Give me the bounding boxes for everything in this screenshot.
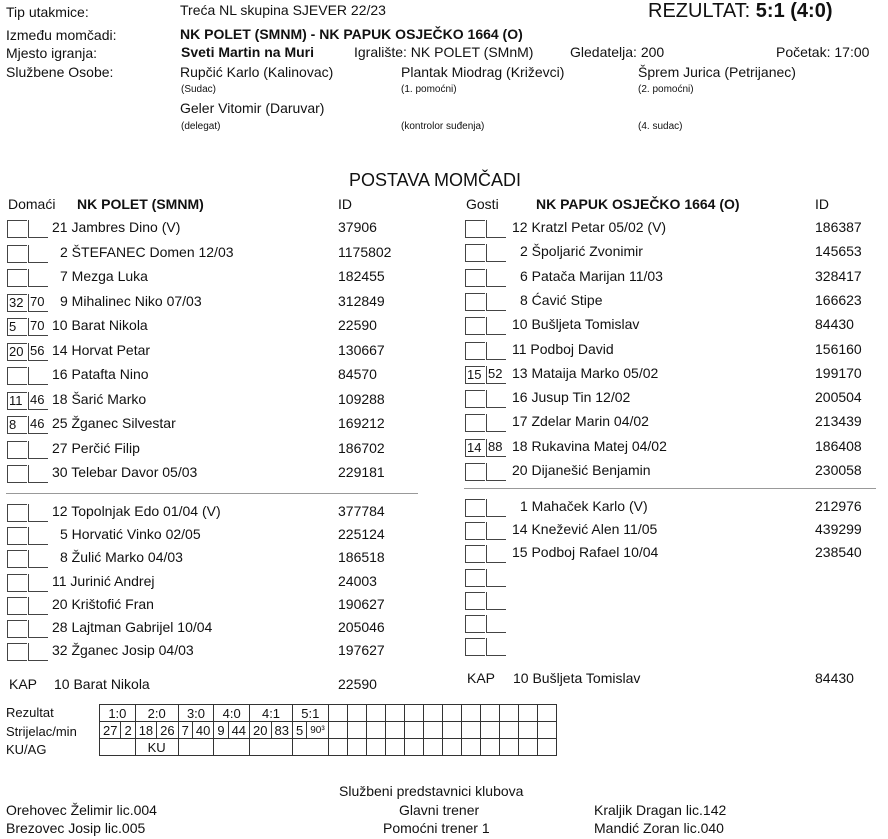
- sub-number-box: [28, 269, 48, 287]
- player-id: 186387: [815, 219, 862, 235]
- player-name: 18 Šarić Marko: [52, 390, 147, 407]
- away-divider: [464, 488, 876, 489]
- rep-right: Mandić Zoran lic.040: [594, 820, 724, 836]
- sub-minute-box: [465, 220, 485, 238]
- player-name: 6 Patača Marijan 11/03: [520, 267, 663, 284]
- sub-number-box: [486, 390, 506, 408]
- player-name: 20 Dijanešić Benjamin: [512, 462, 651, 478]
- player-id: 312849: [338, 292, 385, 309]
- empty-cell: [385, 739, 404, 756]
- empty-cell: [499, 705, 518, 722]
- sub-minute-box: 20: [7, 343, 27, 361]
- scoreboard-table: [99, 704, 557, 756]
- sub-number-box: 70: [28, 318, 48, 336]
- player-name: 8 Žulić Marko 04/03: [60, 549, 183, 566]
- player-id: 1175802: [338, 243, 392, 260]
- minute-cell: 2: [121, 722, 135, 739]
- sub-number-box: 56: [28, 343, 48, 361]
- empty-cell: [518, 739, 537, 756]
- empty-cell: [480, 705, 499, 722]
- player-name: 14 Knežević Alen 11/05: [512, 521, 658, 538]
- result-value: 5:1 (4:0): [755, 0, 833, 22]
- player-id: 145653: [815, 243, 862, 260]
- player-name: 20 Krištofić Fran: [52, 595, 154, 612]
- official-role: (2. pomoćni): [638, 84, 694, 95]
- sub-number-box: [28, 550, 48, 568]
- score-cell: 4:0: [214, 705, 250, 722]
- between-label: Između momčadi:: [6, 27, 117, 43]
- player-id: 439299: [815, 521, 862, 538]
- sub-number-box: [28, 527, 48, 545]
- sub-minute-box: [465, 244, 485, 262]
- player-id: 225124: [338, 526, 385, 543]
- sub-number-box: [486, 220, 506, 238]
- empty-cell: [328, 739, 347, 756]
- sub-number-box: 46: [28, 392, 48, 410]
- sub-minute-box: 32: [7, 294, 27, 312]
- player-name: 17 Zdelar Marin 04/02: [512, 413, 649, 430]
- sub-minute-box: [7, 220, 27, 238]
- rep-role: Pomoćni trener 1: [383, 820, 490, 836]
- player-id: 238540: [815, 544, 862, 561]
- sub-number-box: [28, 245, 48, 263]
- player-name: 10 Bušljeta Tomislav: [512, 316, 640, 333]
- away-captain: 10 Bušljeta Tomislav: [513, 670, 641, 686]
- player-id: 328417: [815, 267, 862, 284]
- player-name: 10 Barat Nikola: [52, 317, 148, 333]
- player-name: 16 Patafta Nino: [52, 366, 149, 382]
- empty-cell: [423, 722, 442, 739]
- official-name: Geler Vitomir (Daruvar): [180, 100, 325, 116]
- empty-cell: [328, 705, 347, 722]
- official-name: Rupčić Karlo (Kalinovac): [180, 64, 334, 80]
- player-id: 377784: [338, 503, 385, 519]
- away-id-header: ID: [815, 196, 829, 212]
- sub-minute-box: [465, 342, 485, 360]
- empty-cell: [385, 722, 404, 739]
- player-id: 199170: [815, 364, 862, 381]
- empty-cell: [404, 722, 423, 739]
- player-id: 24003: [338, 572, 377, 589]
- player-name: 11 Jurinić Andrej: [52, 572, 155, 589]
- sub-minute-box: [7, 643, 27, 661]
- sub-minute-box: [7, 504, 27, 522]
- sub-number-box: [486, 638, 506, 656]
- empty-cell: [480, 739, 499, 756]
- sub-number-box: [486, 615, 506, 633]
- sub-minute-box: [465, 414, 485, 432]
- away-label: Gosti: [466, 196, 499, 212]
- empty-cell: [461, 705, 480, 722]
- home-divider: [6, 493, 418, 494]
- empty-cell: [366, 722, 385, 739]
- sub-minute-box: [465, 293, 485, 311]
- empty-cell: [442, 705, 461, 722]
- player-id: 212976: [815, 498, 862, 514]
- match-type: Treća NL skupina SJEVER 22/23: [180, 2, 386, 18]
- scorer-cell: 18: [135, 722, 156, 739]
- score-cell: 4:1: [250, 705, 293, 722]
- minute-cell: 40: [192, 722, 213, 739]
- spectators: Gledatelja: 200: [570, 44, 665, 60]
- score-cell: 1:0: [100, 705, 136, 722]
- empty-cell: [366, 739, 385, 756]
- scorer-cell: 9: [214, 722, 228, 739]
- official-name: Plantak Miodrag (Križevci): [401, 64, 565, 80]
- venue: Sveti Martin na Muri: [181, 44, 315, 60]
- away-team-name: NK PAPUK OSJEČKO 1664 (O): [536, 196, 740, 212]
- official-role: (Sudac): [181, 84, 217, 95]
- sub-number-box: [486, 592, 506, 610]
- sub-minute-box: [7, 465, 27, 483]
- sub-minute-box: [465, 499, 485, 517]
- empty-cell: [442, 722, 461, 739]
- player-id: 182455: [338, 268, 385, 284]
- empty-cell: [328, 722, 347, 739]
- player-id: 230058: [815, 462, 862, 478]
- sub-minute-box: [7, 550, 27, 568]
- sub-number-box: [486, 317, 506, 335]
- player-id: 109288: [338, 390, 385, 407]
- empty-cell: [499, 739, 518, 756]
- player-name: 12 Topolnjak Edo 01/04 (V): [52, 503, 221, 519]
- empty-cell: [423, 739, 442, 756]
- player-id: 197627: [338, 642, 385, 659]
- sub-number-box: [486, 522, 506, 540]
- player-id: 166623: [815, 291, 862, 308]
- venue-label: Mjesto igranja:: [6, 45, 98, 61]
- official-name: Šprem Jurica (Petrijanec): [638, 64, 796, 80]
- sub-number-box: [486, 545, 506, 563]
- empty-cell: [423, 705, 442, 722]
- official-role: (delegat): [181, 121, 221, 132]
- sub-minute-box: [465, 317, 485, 335]
- player-id: 205046: [338, 619, 385, 635]
- sub-minute-box: [465, 615, 485, 633]
- scoreboard-label-scorer: Strijelac/min: [6, 724, 77, 739]
- sub-number-box: [28, 367, 48, 385]
- player-name: 9 Mihalinec Niko 07/03: [60, 292, 202, 309]
- player-name: 18 Rukavina Matej 04/02: [512, 437, 667, 454]
- sub-number-box: 88: [486, 439, 506, 457]
- home-captain-label: KAP: [9, 676, 38, 692]
- player-name: 2 Špoljarić Zvonimir: [520, 243, 643, 260]
- player-id: 186408: [815, 437, 862, 454]
- minute-cell: 90³: [307, 722, 328, 739]
- player-id: 84430: [815, 316, 854, 333]
- score-cell: 3:0: [178, 705, 214, 722]
- player-id: 156160: [815, 340, 862, 357]
- footer-title: Službeni predstavnici klubova: [339, 783, 524, 799]
- sub-number-box: [486, 342, 506, 360]
- sub-minute-box: 8: [7, 416, 27, 434]
- sub-minute-box: [7, 574, 27, 592]
- scoreboard-label-kuag: KU/AG: [6, 742, 47, 757]
- home-captain-id: 22590: [338, 676, 377, 692]
- sub-minute-box: [465, 522, 485, 540]
- sub-number-box: [486, 463, 506, 481]
- player-id: 186702: [338, 439, 385, 456]
- player-id: 84570: [338, 366, 377, 382]
- empty-cell: [404, 705, 423, 722]
- player-name: 14 Horvat Petar: [52, 341, 151, 358]
- player-name: 32 Žganec Josip 04/03: [52, 642, 194, 659]
- sub-minute-box: [465, 463, 485, 481]
- player-id: 229181: [338, 464, 385, 480]
- home-id-header: ID: [338, 196, 352, 212]
- rep-right: Kraljik Dragan lic.142: [594, 802, 727, 818]
- official-role: (1. pomoćni): [401, 84, 457, 95]
- score-cell: 2:0: [135, 705, 178, 722]
- player-name: 21 Jambres Dino (V): [52, 219, 181, 235]
- officials-label: Službene Osobe:: [6, 64, 114, 80]
- sub-number-box: [28, 597, 48, 615]
- empty-cell: [404, 739, 423, 756]
- result-block: [648, 0, 833, 23]
- kuag-cell: [292, 739, 328, 756]
- sub-number-box: [486, 569, 506, 587]
- empty-cell: [366, 705, 385, 722]
- minute-cell: 44: [228, 722, 249, 739]
- player-name: 12 Kratzl Petar 05/02 (V): [512, 219, 667, 235]
- empty-cell: [461, 722, 480, 739]
- official-role: (4. sudac): [638, 121, 683, 132]
- sub-minute-box: [7, 367, 27, 385]
- sub-minute-box: [465, 390, 485, 408]
- sub-minute-box: 15: [465, 366, 485, 384]
- sub-number-box: 46: [28, 416, 48, 434]
- empty-cell: [461, 739, 480, 756]
- empty-cell: [347, 722, 366, 739]
- kuag-cell: [250, 739, 293, 756]
- player-name: 15 Podboj Rafael 10/04: [512, 544, 659, 561]
- player-name: 7 Mezga Luka: [60, 268, 148, 284]
- sub-number-box: [28, 465, 48, 483]
- sub-number-box: [28, 220, 48, 238]
- empty-cell: [442, 739, 461, 756]
- player-id: 130667: [338, 341, 385, 358]
- official-role: (kontrolor suđenja): [401, 121, 485, 132]
- player-id: 22590: [338, 317, 377, 333]
- lineup-title: POSTAVA MOMČADI: [349, 170, 522, 190]
- sub-minute-box: [465, 592, 485, 610]
- player-name: 5 Horvatić Vinko 02/05: [60, 526, 201, 543]
- score-cell: 5:1: [292, 705, 328, 722]
- empty-cell: [518, 722, 537, 739]
- scoreboard-label-result: Rezultat: [6, 705, 54, 720]
- empty-cell: [347, 705, 366, 722]
- scorer-cell: 20: [250, 722, 271, 739]
- rep-left: Orehovec Želimir lic.004: [6, 802, 157, 818]
- sub-minute-box: [465, 638, 485, 656]
- empty-cell: [480, 722, 499, 739]
- sub-number-box: [28, 620, 48, 638]
- player-name: 2 ŠTEFANEC Domen 12/03: [60, 243, 234, 260]
- sub-minute-box: [7, 527, 27, 545]
- player-name: 8 Ćavić Stipe: [520, 291, 603, 308]
- player-id: 37906: [338, 219, 377, 235]
- player-name: 28 Lajtman Gabrijel 10/04: [52, 619, 213, 635]
- sub-number-box: [486, 414, 506, 432]
- kuag-cell: [100, 739, 136, 756]
- sub-number-box: [28, 574, 48, 592]
- player-name: 1 Mahaček Karlo (V): [520, 498, 648, 514]
- player-name: 16 Jusup Tin 12/02: [512, 389, 631, 406]
- sub-minute-box: 5: [7, 318, 27, 336]
- result-label: REZULTAT:: [648, 0, 751, 22]
- home-captain: 10 Barat Nikola: [54, 676, 150, 692]
- sub-minute-box: 11: [7, 392, 27, 410]
- player-name: 30 Telebar Davor 05/03: [52, 464, 198, 480]
- player-id: 186518: [338, 549, 385, 566]
- empty-cell: [537, 722, 556, 739]
- empty-cell: [385, 705, 404, 722]
- empty-cell: [537, 705, 556, 722]
- player-id: 213439: [815, 413, 862, 430]
- scorer-cell: 27: [100, 722, 121, 739]
- sub-minute-box: [465, 269, 485, 287]
- sub-number-box: [28, 441, 48, 459]
- empty-cell: [518, 705, 537, 722]
- sub-number-box: [486, 293, 506, 311]
- minute-cell: 83: [271, 722, 292, 739]
- ground: Igralište: NK POLET (SMnM): [354, 44, 534, 60]
- rep-role: Glavni trener: [399, 802, 480, 818]
- empty-cell: [499, 722, 518, 739]
- sub-number-box: [486, 499, 506, 517]
- player-name: 27 Perčić Filip: [52, 439, 140, 456]
- sub-number-box: 70: [28, 294, 48, 312]
- kuag-cell: [214, 739, 250, 756]
- between-teams: NK POLET (SMNM) - NK PAPUK OSJEČKO 1664 (O): [180, 26, 523, 42]
- away-captain-label: KAP: [467, 670, 496, 686]
- player-name: 13 Mataija Marko 05/02: [512, 364, 659, 381]
- empty-cell: [537, 739, 556, 756]
- home-team-name: NK POLET (SMNM): [77, 196, 204, 212]
- player-id: 200504: [815, 389, 862, 406]
- scorer-cell: 5: [292, 722, 306, 739]
- scorer-cell: 7: [178, 722, 192, 739]
- sub-minute-box: [7, 597, 27, 615]
- sub-minute-box: [7, 620, 27, 638]
- sub-number-box: [486, 244, 506, 262]
- player-id: 169212: [338, 415, 385, 431]
- player-id: 190627: [338, 595, 385, 612]
- rep-left: Brezovec Josip lic.005: [6, 820, 146, 836]
- sub-minute-box: [465, 569, 485, 587]
- sub-minute-box: [7, 269, 27, 287]
- away-captain-id: 84430: [815, 670, 854, 686]
- sub-minute-box: [465, 545, 485, 563]
- player-name: 11 Podboj David: [512, 340, 614, 357]
- sub-number-box: [28, 643, 48, 661]
- player-name: 25 Žganec Silvestar: [52, 415, 176, 431]
- kuag-cell: [178, 739, 214, 756]
- sub-number-box: [486, 269, 506, 287]
- empty-cell: [347, 739, 366, 756]
- sub-number-box: [28, 504, 48, 522]
- match-type-label: Tip utakmice:: [6, 4, 89, 20]
- sub-number-box: 52: [486, 366, 506, 384]
- sub-minute-box: [7, 245, 27, 263]
- home-label: Domaći: [8, 196, 56, 212]
- sub-minute-box: [7, 441, 27, 459]
- start-time: Početak: 17:00: [776, 44, 870, 60]
- minute-cell: 26: [157, 722, 178, 739]
- kuag-cell: KU: [135, 739, 178, 756]
- sub-minute-box: 14: [465, 439, 485, 457]
